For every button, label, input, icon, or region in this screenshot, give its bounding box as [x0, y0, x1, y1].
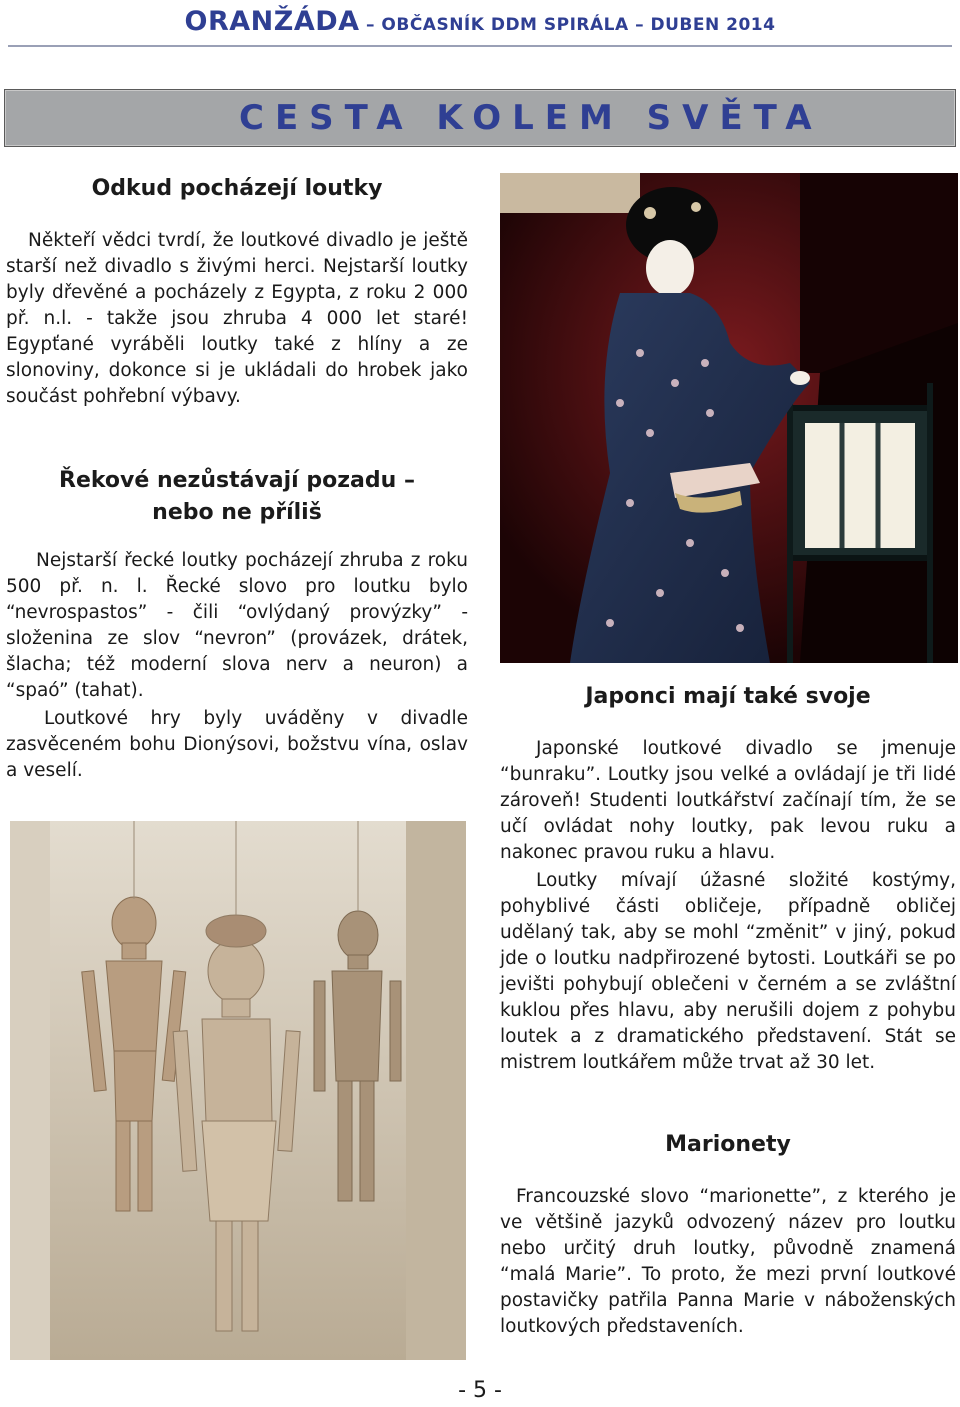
magazine-title: ORANŽÁDA [184, 6, 360, 37]
page-header [0, 0, 960, 44]
origin-text: Někteří vědci tvrdí, že loutkové divadlo je ještě starší než divadlo s živými herci. Nejstarší loutky byly dřevěné a pocházely z Egypta, z roku 2 000 př. n.l. - takže jsou zhruba 4 000 let staré! Egypťané vyráběli loutky také z hlíny a ze slonoviny, dokonce si je ukládali do hrobek jako součást pohřební výbavy. [6, 230, 468, 407]
page-number: - 5 - [458, 1378, 502, 1403]
japan-heading: Japonci mají také svoje [585, 684, 871, 709]
origin-heading: Odkud pocházejí loutky [91, 176, 383, 201]
greeks-heading-line2: nebo ne příliš [152, 500, 322, 525]
japan-text-1: Japonské loutkové divadlo se jmenuje “bunraku”. Loutky jsou velké a ovládají je tři lidé zároveň! Studenti loutkářství začínají tím, že se učí ovládat nohy loutky, pak levou ruku a nakonec pravou ruku a hlavu. [500, 738, 956, 863]
header-rule [8, 45, 952, 47]
greeks-heading-line1: Řekové nezůstávají pozadu – [59, 468, 415, 493]
greeks-text-1: Nejstarší řecké loutky pocházejí zhruba z roku 500 př. n. l. Řecké slovo pro loutku bylo “nevrospastos” - čili “ovlýdaný provýzky” - složenina ze slov “nevron” (provázek, drátek, šlacha; též moderní slova nerv a neuron) a “spaó” (tahat). [6, 550, 468, 701]
header-dash: – [359, 15, 382, 35]
japan-text-2: Loutky mívají úžasné složité kostýmy, pohyblivé části obličeje, případně obličej udělaný tak, aby se mohl “změnit” v jiný, pokud jde o loutku nadpřirozené bytosti. Loutkáři se po jevišti pohybují oblečeni v černém a se zvláštní kuklou přes hlavu, aby nerušili dojem z pohybu loutek a z dramatického představení. Stát se mistrem loutkářem může trvat až 30 let. [500, 870, 956, 1073]
greeks-text-2: Loutkové hry byly uváděny v divadle zasvěceném bohu Dionýsovi, božstvu vína, oslav a veselí. [6, 708, 468, 781]
bunraku-puppet-photo [500, 173, 958, 663]
marionettes-heading: Marionety [665, 1132, 791, 1157]
marionettes-text: Francouzské slovo “marionette”, z kterého je ve většině jazyků odvozený název pro loutku nebo určitý druh loutky, původně znamená “malá Marie”. To proto, že mezi první loutkové postavičky patřila Panna Marie v náboženských loutkových představeních. [500, 1186, 956, 1337]
section-banner [4, 89, 956, 147]
greek-puppets-photo [10, 821, 466, 1360]
section-title: CESTA KOLEM SVĚTA [239, 98, 823, 138]
issue-title: OBČASNÍK DDM SPIRÁLA – DUBEN 2014 [381, 15, 776, 35]
